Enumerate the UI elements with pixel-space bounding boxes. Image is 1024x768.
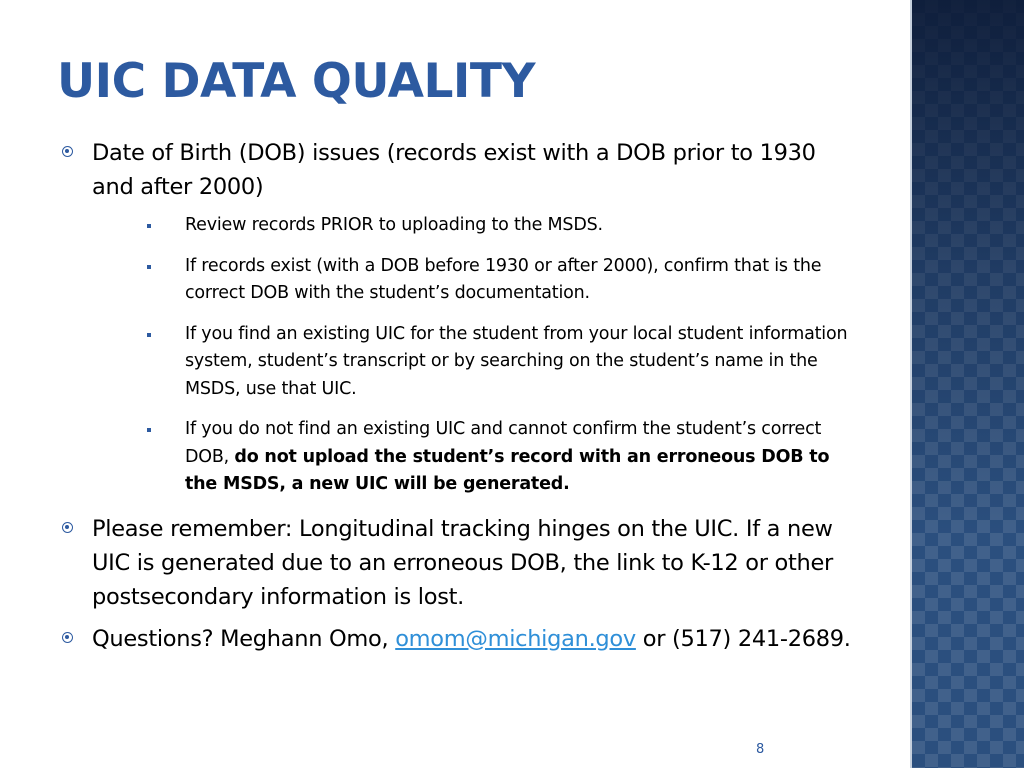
square-bullet-icon [147, 428, 151, 432]
bullet-text: Please remember: Longitudinal tracking hinges on the UIC. If a new UIC is generated due to an erroneous DOB, the link to K-12 or other postsecondary information is lost. [92, 515, 834, 610]
bullet-text: Date of Birth (DOB) issues (records exist with a DOB prior to 1930 and after 2000) [92, 140, 816, 200]
square-bullet-icon [147, 224, 151, 228]
sub-bullet-confirm-dob [60, 253, 860, 308]
sub-bullet-text: If you do not find an existing UIC and cannot confirm the student’s correct DOB, [185, 419, 822, 467]
square-bullet-icon [147, 265, 151, 269]
sub-bullet-review-records [60, 212, 860, 240]
circle-bullet-icon [62, 522, 73, 533]
bullet-dob-issues [60, 136, 860, 204]
sub-bullet-existing-uic [60, 321, 860, 404]
slide-title: UIC DATA QUALITY [57, 54, 535, 109]
sub-bullet-do-not-upload [60, 416, 860, 499]
bullet-please-remember [60, 512, 860, 614]
page-number: 8 [756, 742, 765, 757]
circle-bullet-icon [62, 146, 73, 157]
sub-bullet-bold-text: do not upload the student’s record with an erroneous DOB to the MSDS, a new UIC will be generated. [185, 446, 830, 494]
bullet-text-before: Questions? Meghann Omo, [92, 625, 396, 652]
email-link[interactable]: omom@michigan.gov [395, 625, 636, 652]
sub-bullet-text: If you find an existing UIC for the student from your local student information system, student’s transcript or by searching on the student’s name in the MSDS, use that UIC. [185, 323, 848, 399]
sub-bullet-text: Review records PRIOR to uploading to the MSDS. [185, 215, 603, 235]
decorative-sidebar [912, 0, 1024, 768]
sub-bullet-text: If records exist (with a DOB before 1930 or after 2000), confirm that is the correct DOB with the student’s documentation. [185, 255, 822, 303]
bullet-text-after: or (517) 241-2689. [635, 625, 851, 652]
slide-content [60, 136, 860, 664]
circle-bullet-icon [62, 632, 73, 643]
sub-bullet-list [60, 212, 860, 499]
square-bullet-icon [147, 333, 151, 337]
bullet-questions [60, 622, 860, 656]
